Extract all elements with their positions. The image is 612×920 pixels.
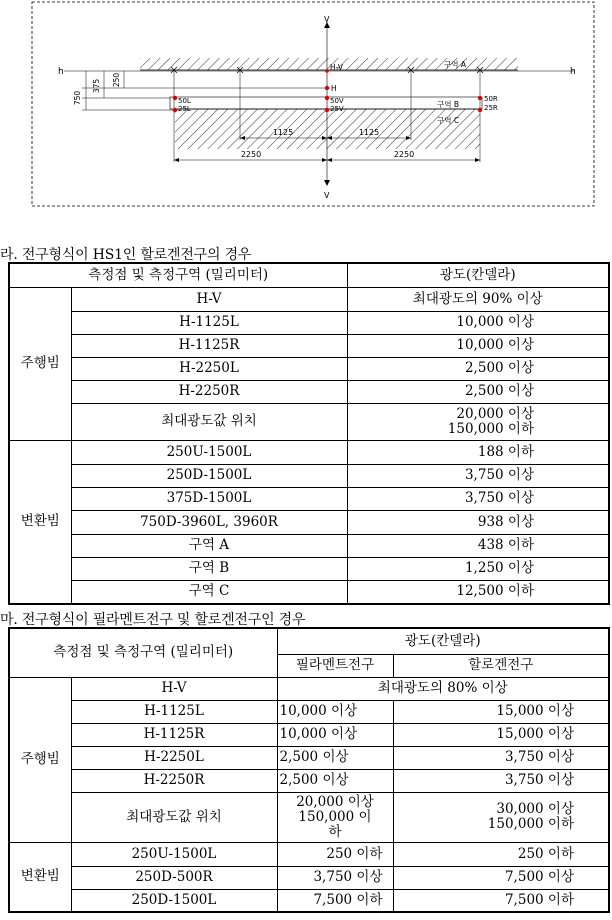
table-cell: H-2250L [71,746,277,769]
table-cell: 250D-500R [71,866,277,889]
table-cell: 15,000 이상 [393,723,609,746]
table-cell: 구역 C [71,580,347,604]
dim-750: 750 [73,90,82,106]
table-ma [8,627,610,913]
header-value: 광도(칸델라) [347,263,609,287]
table-cell: 2,500 이상 [347,357,609,380]
measurement-diagram [0,0,612,210]
axis-h-right: h [570,67,576,77]
table-cell: H-V [71,287,347,311]
header-point: 측정점 및 측정구역 (밀리미터) [9,628,277,677]
point-25l [173,108,177,112]
table-cell: 10,000 이상 [277,723,393,746]
dim-2250-right: 2250 [393,150,415,159]
label-50r: 50R [484,95,498,103]
table-cell: 2,500 이상 [277,769,393,792]
label-50v: 50V [330,97,344,105]
header-value: 광도(칸델라) [277,628,609,654]
point-50v [325,96,329,100]
dim-2250-left: 2250 [240,150,262,159]
header-halogen: 할로겐전구 [393,654,609,677]
header-filament: 필라멘트전구 [277,654,393,677]
table-cell: 3,750 이상 [393,769,609,792]
table-cell: 375D-1500L [71,487,347,510]
table-cell: 최대광도의 80% 이상 [277,677,609,700]
table-cell: 10,000 이상 [347,334,609,357]
label-zone-a: 구역 A [444,60,467,69]
table-cell: 7,500 이하 [277,889,393,912]
point-25r [478,108,482,112]
table-cell: 12,500 이하 [347,580,609,604]
section-ra-heading: 라. 전구형식이 HS1인 할로겐전구의 경우 [0,247,252,263]
table-cell: 최대광도값 위치 [71,403,347,440]
label-25l: 25L [178,105,191,113]
label-hv: H-V [330,63,344,72]
zone-c-hatch [175,109,480,149]
label-50l: 50L [178,97,191,105]
label-zone-c: 구역 C [437,116,460,125]
group-driving: 주행빔 [9,287,71,440]
group-driving: 주행빔 [9,677,71,842]
table-cell: H-V [71,677,277,700]
point-50l [173,96,177,100]
table-cell: H-1125L [71,700,277,723]
group-passing: 변환빔 [9,440,71,604]
table-cell: 2,500 이상 [347,380,609,403]
table-cell: 438 이하 [347,534,609,557]
table-cell: 250D-1500L [71,889,277,912]
axis-v-top: V [324,15,330,24]
table-cell: 30,000 이상 150,000 이하 [393,792,609,842]
table-cell: 750D-3960L, 3960R [71,510,347,534]
table-cell: H-1125L [71,311,347,334]
table-cell: H-2250R [71,769,277,792]
dim-1125-right: 1125 [358,128,380,137]
table-cell: H-2250L [71,357,347,380]
table-cell: 3,750 이상 [347,464,609,487]
table-cell: 최대광도의 90% 이상 [347,287,609,311]
table-cell: 250 이하 [393,842,609,866]
table-cell: 1,250 이상 [347,557,609,580]
table-cell: 250D-1500L [71,464,347,487]
section-ma-heading: 마. 전구형식이 필라멘트전구 및 할로겐전구인 경우 [0,612,306,628]
dim-1125-left: 1125 [272,128,294,137]
table-cell: 3,750 이상 [393,746,609,769]
axis-v-bottom: V [324,191,330,200]
point-hv [325,69,329,73]
axis-h-left: h [58,67,64,77]
table-cell: 10,000 이상 [277,700,393,723]
label-25v: 25V [330,105,344,113]
table-cell: 250U-1500L [71,440,347,464]
table-cell: H-1125R [71,334,347,357]
point-25v [325,108,329,112]
table-cell: H-2250R [71,380,347,403]
table-cell: 구역 A [71,534,347,557]
table-cell: 20,000 이상 150,000 이 하 [277,792,393,842]
table-cell: 구역 B [71,557,347,580]
table-cell: 3,750 이상 [347,487,609,510]
dim-375: 375 [92,78,101,94]
table-cell: 250U-1500L [71,842,277,866]
table-cell: 최대광도값 위치 [71,792,277,842]
table-cell: 7,500 이하 [393,889,609,912]
table-cell: H-1125R [71,723,277,746]
table-cell: 3,750 이상 [277,866,393,889]
table-cell: 250 이하 [277,842,393,866]
label-25r: 25R [484,104,498,112]
label-h: H [331,84,337,93]
table-cell: 10,000 이상 [347,311,609,334]
point-h [325,86,329,90]
table-cell: 20,000 이상 150,000 이하 [347,403,609,440]
table-cell: 15,000 이상 [393,700,609,723]
group-passing: 변환빔 [9,842,71,912]
table-cell: 938 이상 [347,510,609,534]
table-cell: 2,500 이상 [277,746,393,769]
dim-250: 250 [112,72,121,88]
label-zone-b: 구역 B [437,100,460,109]
header-point: 측정점 및 측정구역 (밀리미터) [9,263,347,287]
table-cell: 7,500 이상 [393,866,609,889]
point-50r [478,96,482,100]
table-cell: 188 이하 [347,440,609,464]
table-ra [8,262,610,605]
